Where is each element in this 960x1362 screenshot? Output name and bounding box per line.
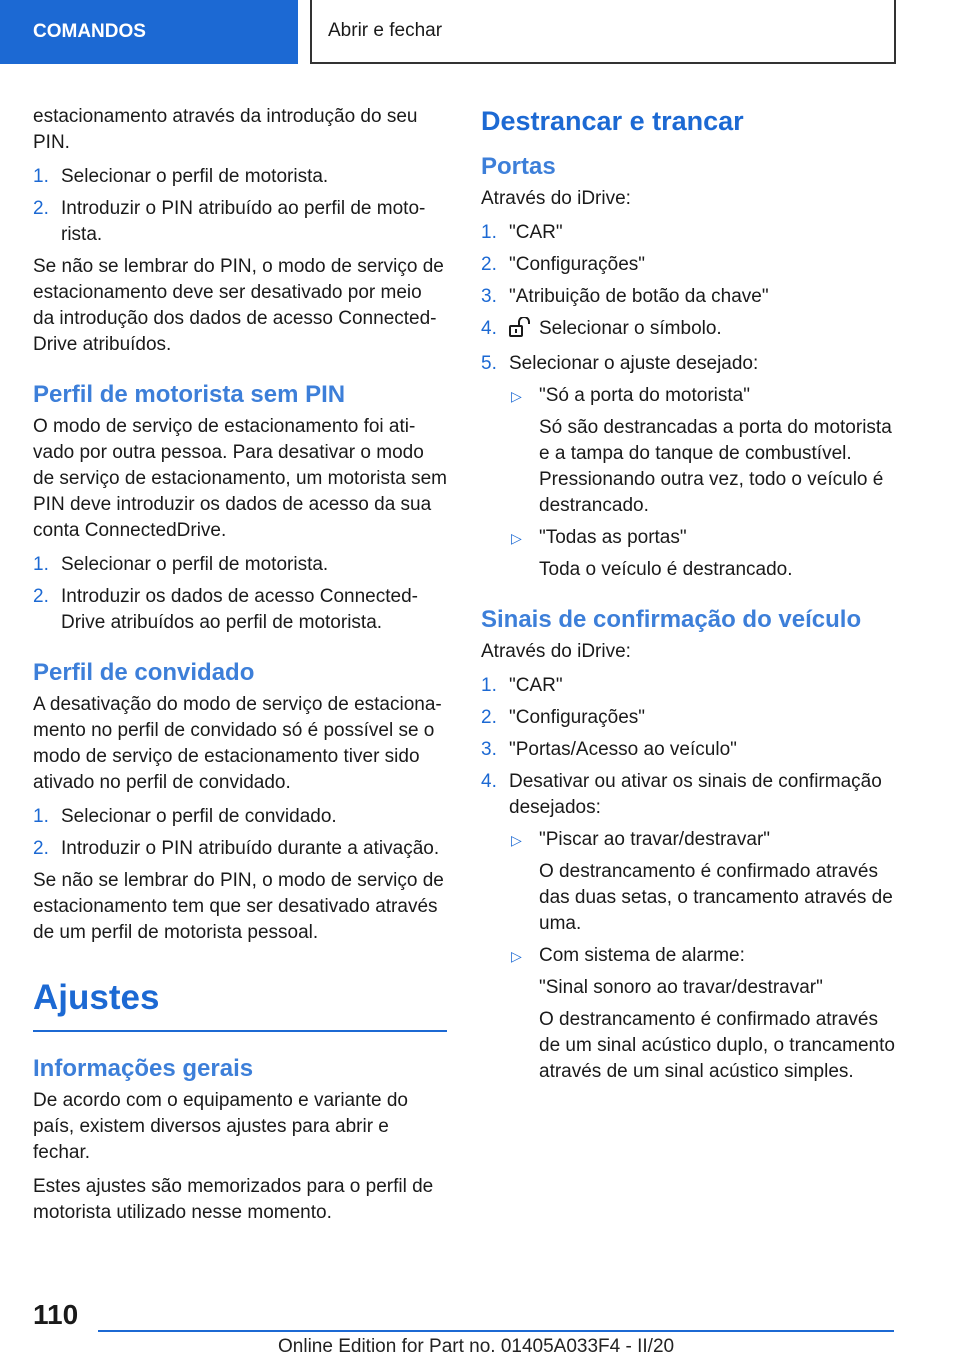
list-text: "CAR" <box>509 675 563 696</box>
option-item <box>509 525 901 583</box>
section-tab <box>0 0 298 64</box>
list-item <box>481 284 901 310</box>
list-item <box>33 196 447 248</box>
list-number: 1. <box>33 166 49 187</box>
list-number: 3. <box>481 286 497 307</box>
paragraph: Se não se lembrar do PIN, o modo de serviço de estacionamento deve ser desativado por meio da introdução dos dados de acesso Connected-Drive atribuídos. <box>33 256 444 355</box>
list-item <box>481 351 901 583</box>
paragraph: Através do iDrive: <box>481 188 631 209</box>
list-number: 4. <box>481 318 497 339</box>
paragraph: A desativação do modo de serviço de estaciona-mento no perfil de convidado só é possível se o modo de serviço de estacionamento tiver sido ativado no perfil de convidado. <box>33 694 442 793</box>
list-text: Desativar ou ativar os sinais de confirmação desejados: <box>509 771 882 818</box>
list-number: 1. <box>481 675 497 696</box>
triangle-bullet-icon: ▷ <box>511 948 522 964</box>
paragraph: De acordo com o equipamento e variante do país, existem diversos ajustes para abrir e fechar. <box>33 1090 408 1163</box>
list-text: Selecionar o perfil de motorista. <box>61 554 329 575</box>
paragraph: estacionamento através da introdução do seu PIN. <box>33 106 418 153</box>
list-item <box>481 220 901 246</box>
list-number: 1. <box>33 554 49 575</box>
list-text: "Configurações" <box>509 707 646 728</box>
chapter-header <box>310 0 896 64</box>
heading-guest-profile: Perfil de convidado <box>33 659 255 686</box>
list-text: "Portas/Acesso ao veículo" <box>509 739 737 760</box>
list-item <box>481 737 901 763</box>
option-description: Só são destrancadas a porta do motorista e a tampa do tanque de combustível. Pressionando outra vez, todo o veículo é destrancado. <box>539 417 892 516</box>
list-text: "CAR" <box>509 222 563 243</box>
option-label: Com sistema de alarme: <box>539 945 745 966</box>
option-item <box>509 383 901 519</box>
list-item <box>33 804 447 830</box>
list-text: Introduzir os dados de acesso Connected-Drive atribuídos ao perfil de motorista. <box>61 586 418 633</box>
paragraph: Através do iDrive: <box>481 641 631 662</box>
triangle-bullet-icon: ▷ <box>511 388 522 404</box>
heading-general-info: Informações gerais <box>33 1055 254 1082</box>
option-sublabel: "Sinal sonoro ao travar/destravar" <box>539 977 823 998</box>
list-item <box>33 584 447 636</box>
option-description: O destrancamento é confirmado através das duas setas, o trancamento através de uma. <box>539 861 893 934</box>
list-number: 2. <box>33 198 49 219</box>
list-item <box>481 705 901 731</box>
list-item <box>481 673 901 699</box>
heading-settings: Ajustes <box>33 976 447 1032</box>
list-item <box>33 164 447 190</box>
numbered-list <box>481 220 901 583</box>
right-column <box>481 104 901 1091</box>
page-number: 110 <box>33 1299 79 1330</box>
option-list <box>509 383 901 583</box>
section-label: COMANDOS <box>33 21 146 42</box>
list-number: 5. <box>481 353 497 374</box>
list-number: 2. <box>33 586 49 607</box>
triangle-bullet-icon: ▷ <box>511 832 522 848</box>
list-number: 1. <box>481 222 497 243</box>
paragraph: Estes ajustes são memorizados para o perfil de motorista utilizado nesse momento. <box>33 1176 434 1223</box>
list-number: 1. <box>33 806 49 827</box>
list-text: Selecionar o perfil de motorista. <box>61 166 329 187</box>
option-item <box>509 827 901 937</box>
list-item <box>33 552 447 578</box>
chapter-title: Abrir e fechar <box>328 20 443 41</box>
option-item <box>509 943 901 1085</box>
numbered-list <box>481 673 901 1085</box>
list-item <box>33 836 447 862</box>
option-description: Toda o veículo é destrancado. <box>539 559 793 580</box>
list-item <box>481 252 901 278</box>
heading-driver-no-pin: Perfil de motorista sem PIN <box>33 381 346 408</box>
list-text: Selecionar o símbolo. <box>539 318 722 339</box>
list-number: 4. <box>481 771 497 792</box>
numbered-list <box>33 552 447 636</box>
list-item <box>481 769 901 1085</box>
heading-unlock-lock: Destrancar e trancar <box>481 106 744 136</box>
list-number: 3. <box>481 739 497 760</box>
option-list <box>509 827 901 1085</box>
left-column <box>33 104 447 1234</box>
list-text: Introduzir o PIN atribuído durante a ativação. <box>61 838 440 859</box>
heading-confirmation-signals: Sinais de confirmação do veículo <box>481 606 862 633</box>
list-text: Introduzir o PIN atribuído ao perfil de moto-rista. <box>61 198 426 245</box>
list-text: "Configurações" <box>509 254 646 275</box>
paragraph: Se não se lembrar do PIN, o modo de serviço de estacionamento tem que ser desativado através de um perfil de motorista pessoal. <box>33 870 444 943</box>
list-number: 2. <box>33 838 49 859</box>
unlock-icon <box>509 317 531 345</box>
list-text: "Atribuição de botão da chave" <box>509 286 769 307</box>
edition-text: Online Edition for Part no. 01405A033F4 - II/20 <box>278 1336 675 1357</box>
heading-doors: Portas <box>481 153 556 180</box>
numbered-list <box>33 804 447 862</box>
numbered-list <box>33 164 447 248</box>
list-number: 2. <box>481 254 497 275</box>
option-label: "Todas as portas" <box>539 527 687 548</box>
list-item <box>481 316 901 345</box>
list-number: 2. <box>481 707 497 728</box>
option-description: O destrancamento é confirmado através de um sinal acústico duplo, o trancamento através de um sinal acústico simples. <box>539 1009 895 1082</box>
option-label: "Só a porta do motorista" <box>539 385 750 406</box>
paragraph: O modo de serviço de estacionamento foi ati-vado por outra pessoa. Para desativar o modo de serviço de estacionamento, um motorista sem PIN deve introduzir os dados de acesso da sua conta ConnectedDrive. <box>33 416 447 541</box>
list-text: Selecionar o perfil de convidado. <box>61 806 337 827</box>
option-label: "Piscar ao travar/destravar" <box>539 829 771 850</box>
triangle-bullet-icon: ▷ <box>511 530 522 546</box>
list-text: Selecionar o ajuste desejado: <box>509 353 759 374</box>
footer-divider <box>98 1330 894 1332</box>
